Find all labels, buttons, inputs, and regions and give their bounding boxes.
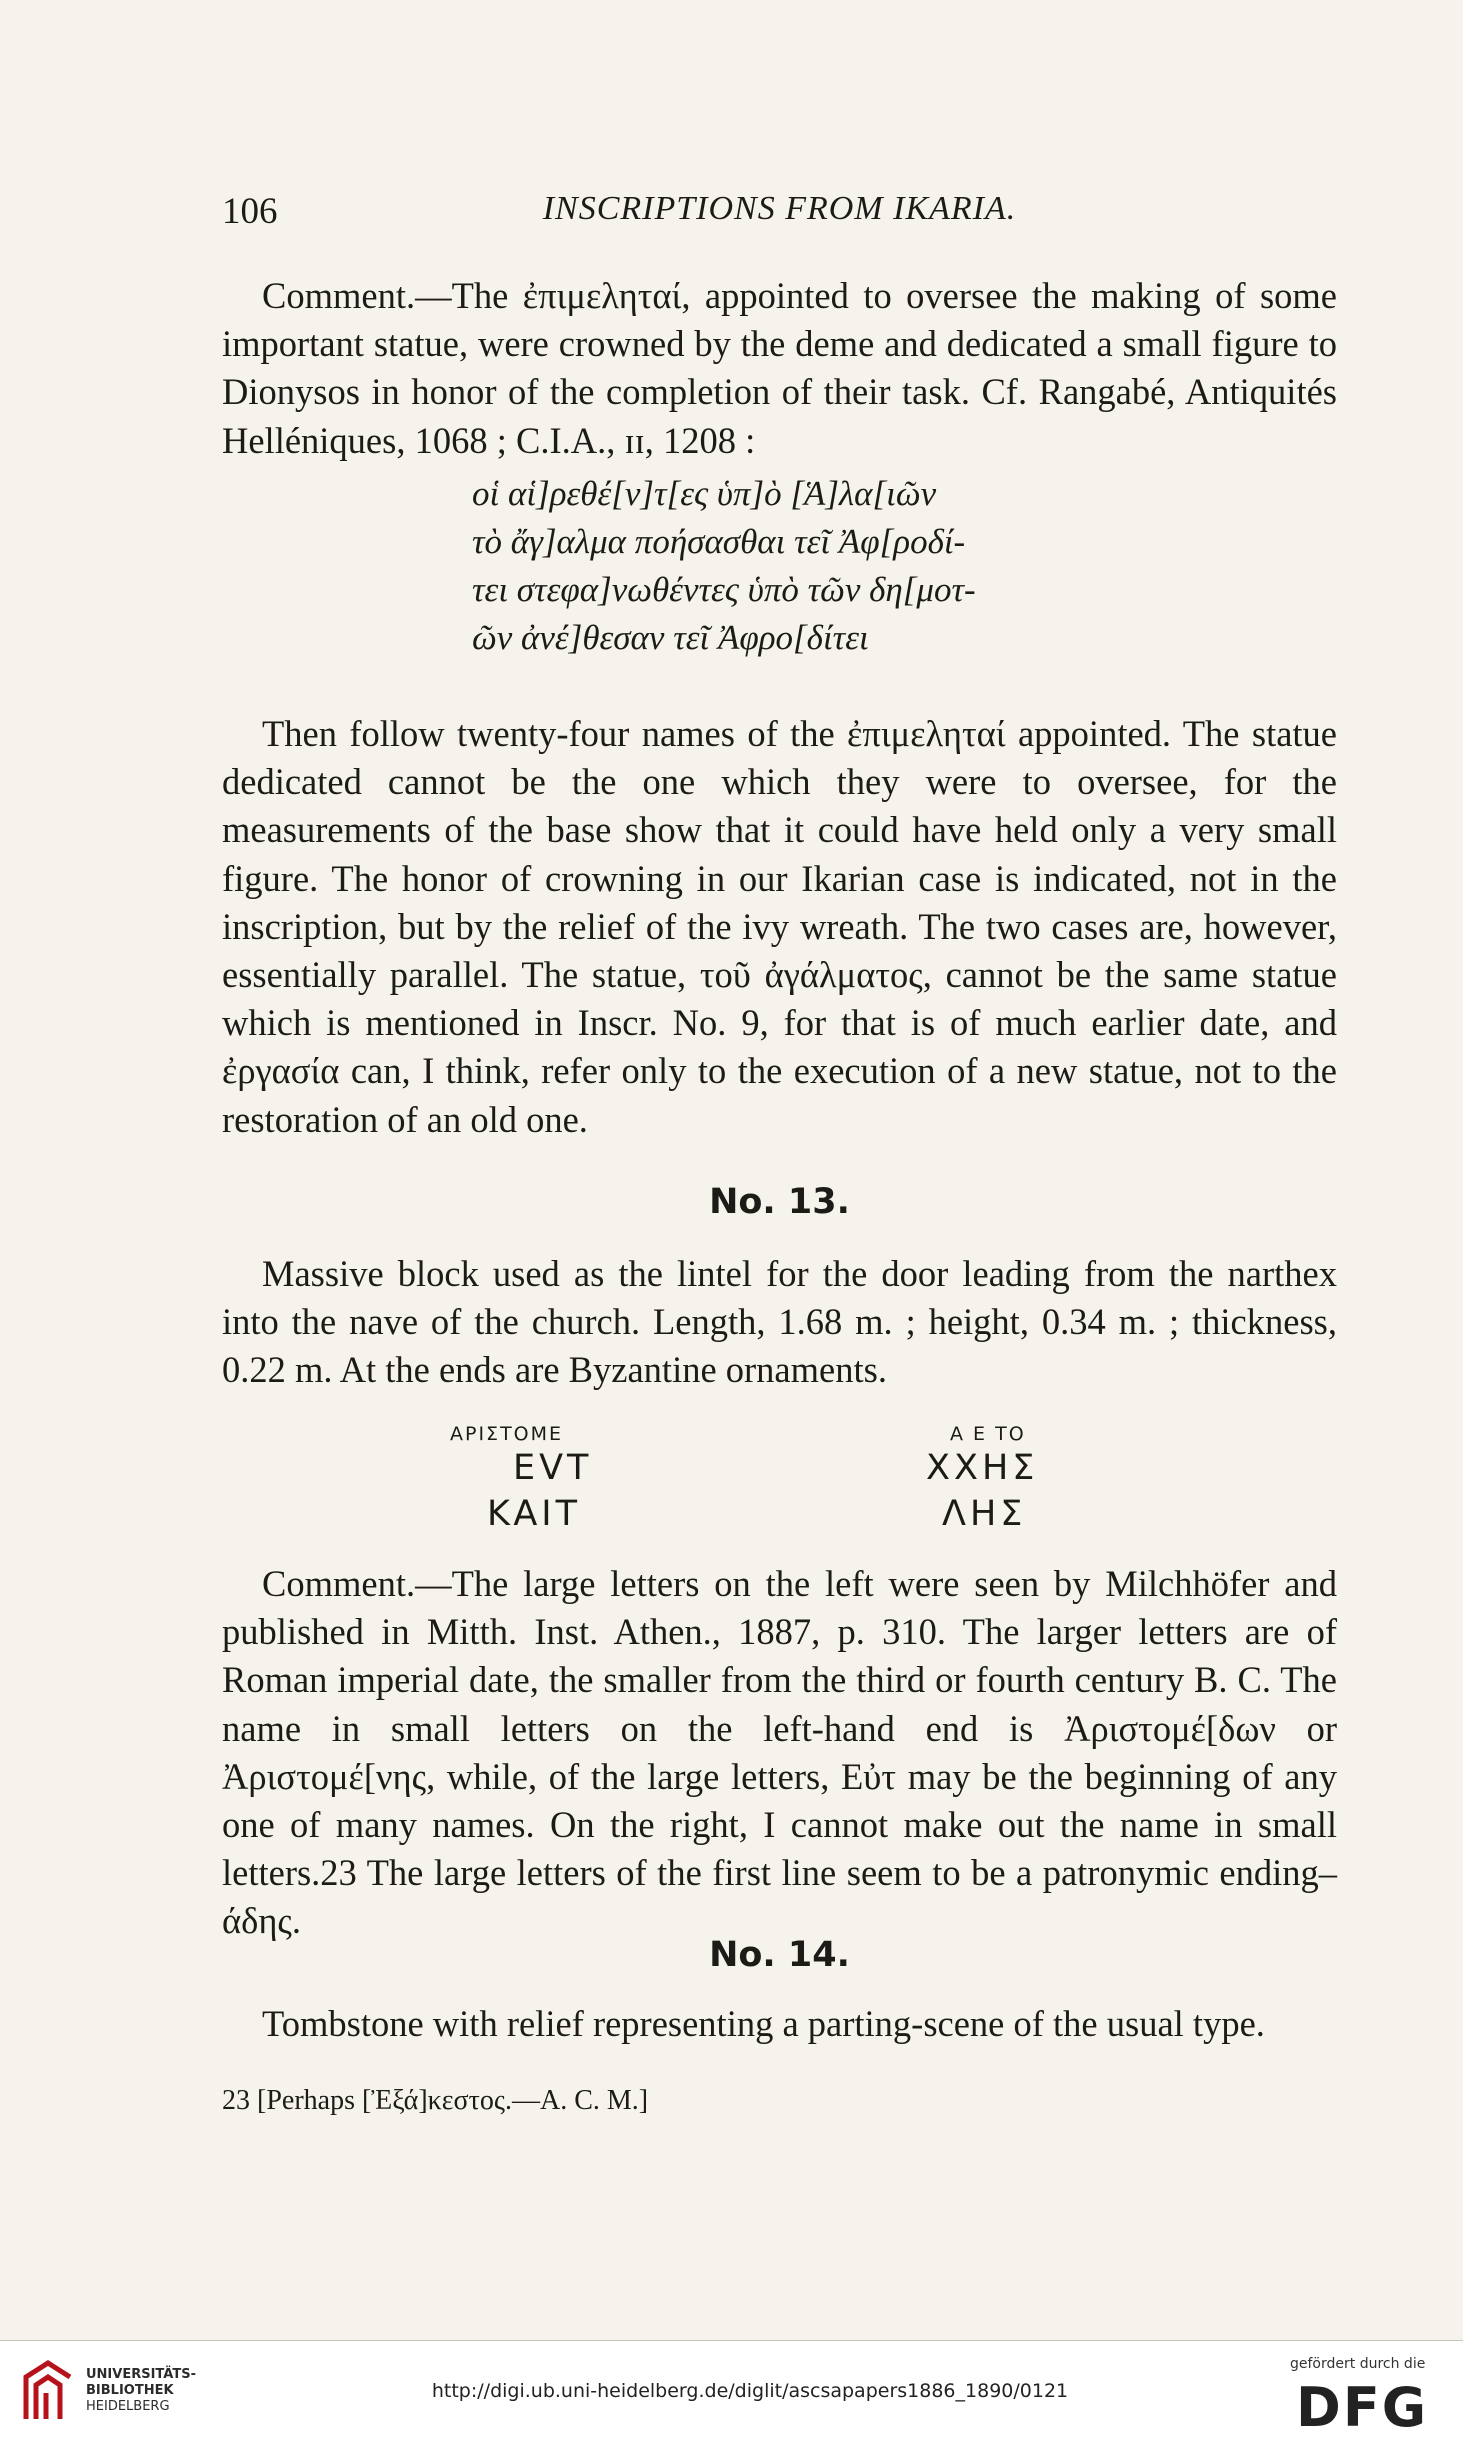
dfg-logo: DFG [1296,2376,1429,2439]
paragraph-then-follow [222,710,1337,1144]
footnote-23: 23 [Perhaps [Ἐξά]κεστος.—A. C. M.] [222,2085,649,2116]
greek-line-3: τει στεφα]νωθέντες ὑπὸ τῶν δη[μοτ- [472,570,976,609]
library-name [86,2367,196,2415]
greek-line-4: ῶν ἀνέ]θεσαν τεῖ Ἀφρο[δίτει [472,618,869,657]
comment-paragraph-1 [222,272,1337,465]
greek-line-1: οἱ αἱ]ρεθέ[ν]τ[ες ὑπ]ὸ [Ἁ]λα[ιῶν [472,474,937,513]
paragraph-no-14-description [222,2000,1337,2048]
paragraph-no-13-description [222,1250,1337,1395]
paragraph-then-follow-text: Then follow twenty-four names of the ἐπιμεληταί appointed. The statue dedicated cannot be the one which they were to oversee, for the measurements of the base show that it could have held only a very small figure. The honor of crowning in our Ikarian case is indicated, not in the inscription, but by the relief of the ivy wreath. The two cases are, however, essentially parallel. The statue, τοῦ ἀγάλματος, cannot be the same statue which is mentioned in Inscr. No. 9, for that is of much earlier date, and ἐργασία can, I think, refer only to the execution of a new statue, not to the restoration of an old one. [222,713,1337,1140]
library-logo-icon [18,2357,76,2427]
comment-text-1: Comment.—The ἐπιμεληταί, appointed to oversee the making of some important statue, were crowned by the deme and dedicated a small figure to Dionysos in honor of the completion of their task. Cf. Rangabé, Antiquités Helléniques, 1068 ; C.I.A., ɪɪ, 1208 : [222,275,1337,461]
funded-by-text: gefördert durch die [1290,2356,1426,2372]
running-title: INSCRIPTIONS FROM IKARIA. [542,190,1017,227]
page-number: 106 [222,191,278,232]
paragraph-no-14-text: Tombstone with relief representing a parting-scene of the usual type. [262,2003,1265,2044]
section-heading-no-13: No. 13. [709,1182,850,1222]
inscription-right-line-1: ΧΧΗΣ [926,1448,1039,1488]
inscription-left-line-1: EVT [513,1448,593,1488]
greek-inscription-quote [222,470,1463,662]
library-name-line-3: HEIDELBERG [86,2399,170,2414]
inscription-right-line-2: ΛΗΣ [942,1494,1027,1534]
library-name-line-1: UNIVERSITÄTS- [86,2367,196,2382]
comment-paragraph-2 [222,1560,1337,1946]
inscription-left-line-2: KAIT [487,1494,581,1534]
page-header [222,190,1337,240]
comment-text-2: Comment.—The large letters on the left were seen by Milchhöfer and published in Mitth. Inst. Athen., 1887, p. 310. The larger letters are of Roman imperial date, the smaller from the third or fourth century B. C. The name in small letters on the left-hand end is Ἀριστομέ[δων or Ἀριστομέ[νης, while, of the large letters, Εὐτ may be the beginning of any one of many names. On the right, I cannot make out the name in small letters.23 The large letters of the first line seem to be a patronymic ending–άδης. [222,1563,1337,1942]
inscription-left-small: ΑΡΙΣΤΟΜΕ [450,1423,564,1445]
inscription-right-small: Α Ε ΤΟ [950,1423,1026,1445]
source-url-link[interactable]: http://digi.ub.uni-heidelberg.de/diglit/ascsapapers1886_1890/0121 [431,2380,1069,2402]
greek-line-2: τὸ ἄγ]αλμα ποήσασθαι τεῖ Ἀφ[ροδί- [472,522,966,561]
section-heading-no-14: No. 14. [709,1935,850,1975]
paragraph-no-13-text: Massive block used as the lintel for the door leading from the narthex into the nave of the church. Length, 1.68 m. ; height, 0.34 m. ; thickness, 0.22 m. At the ends are Byzantine ornaments. [222,1253,1337,1391]
library-name-line-2: BIBLIOTHEK [86,2383,174,2398]
